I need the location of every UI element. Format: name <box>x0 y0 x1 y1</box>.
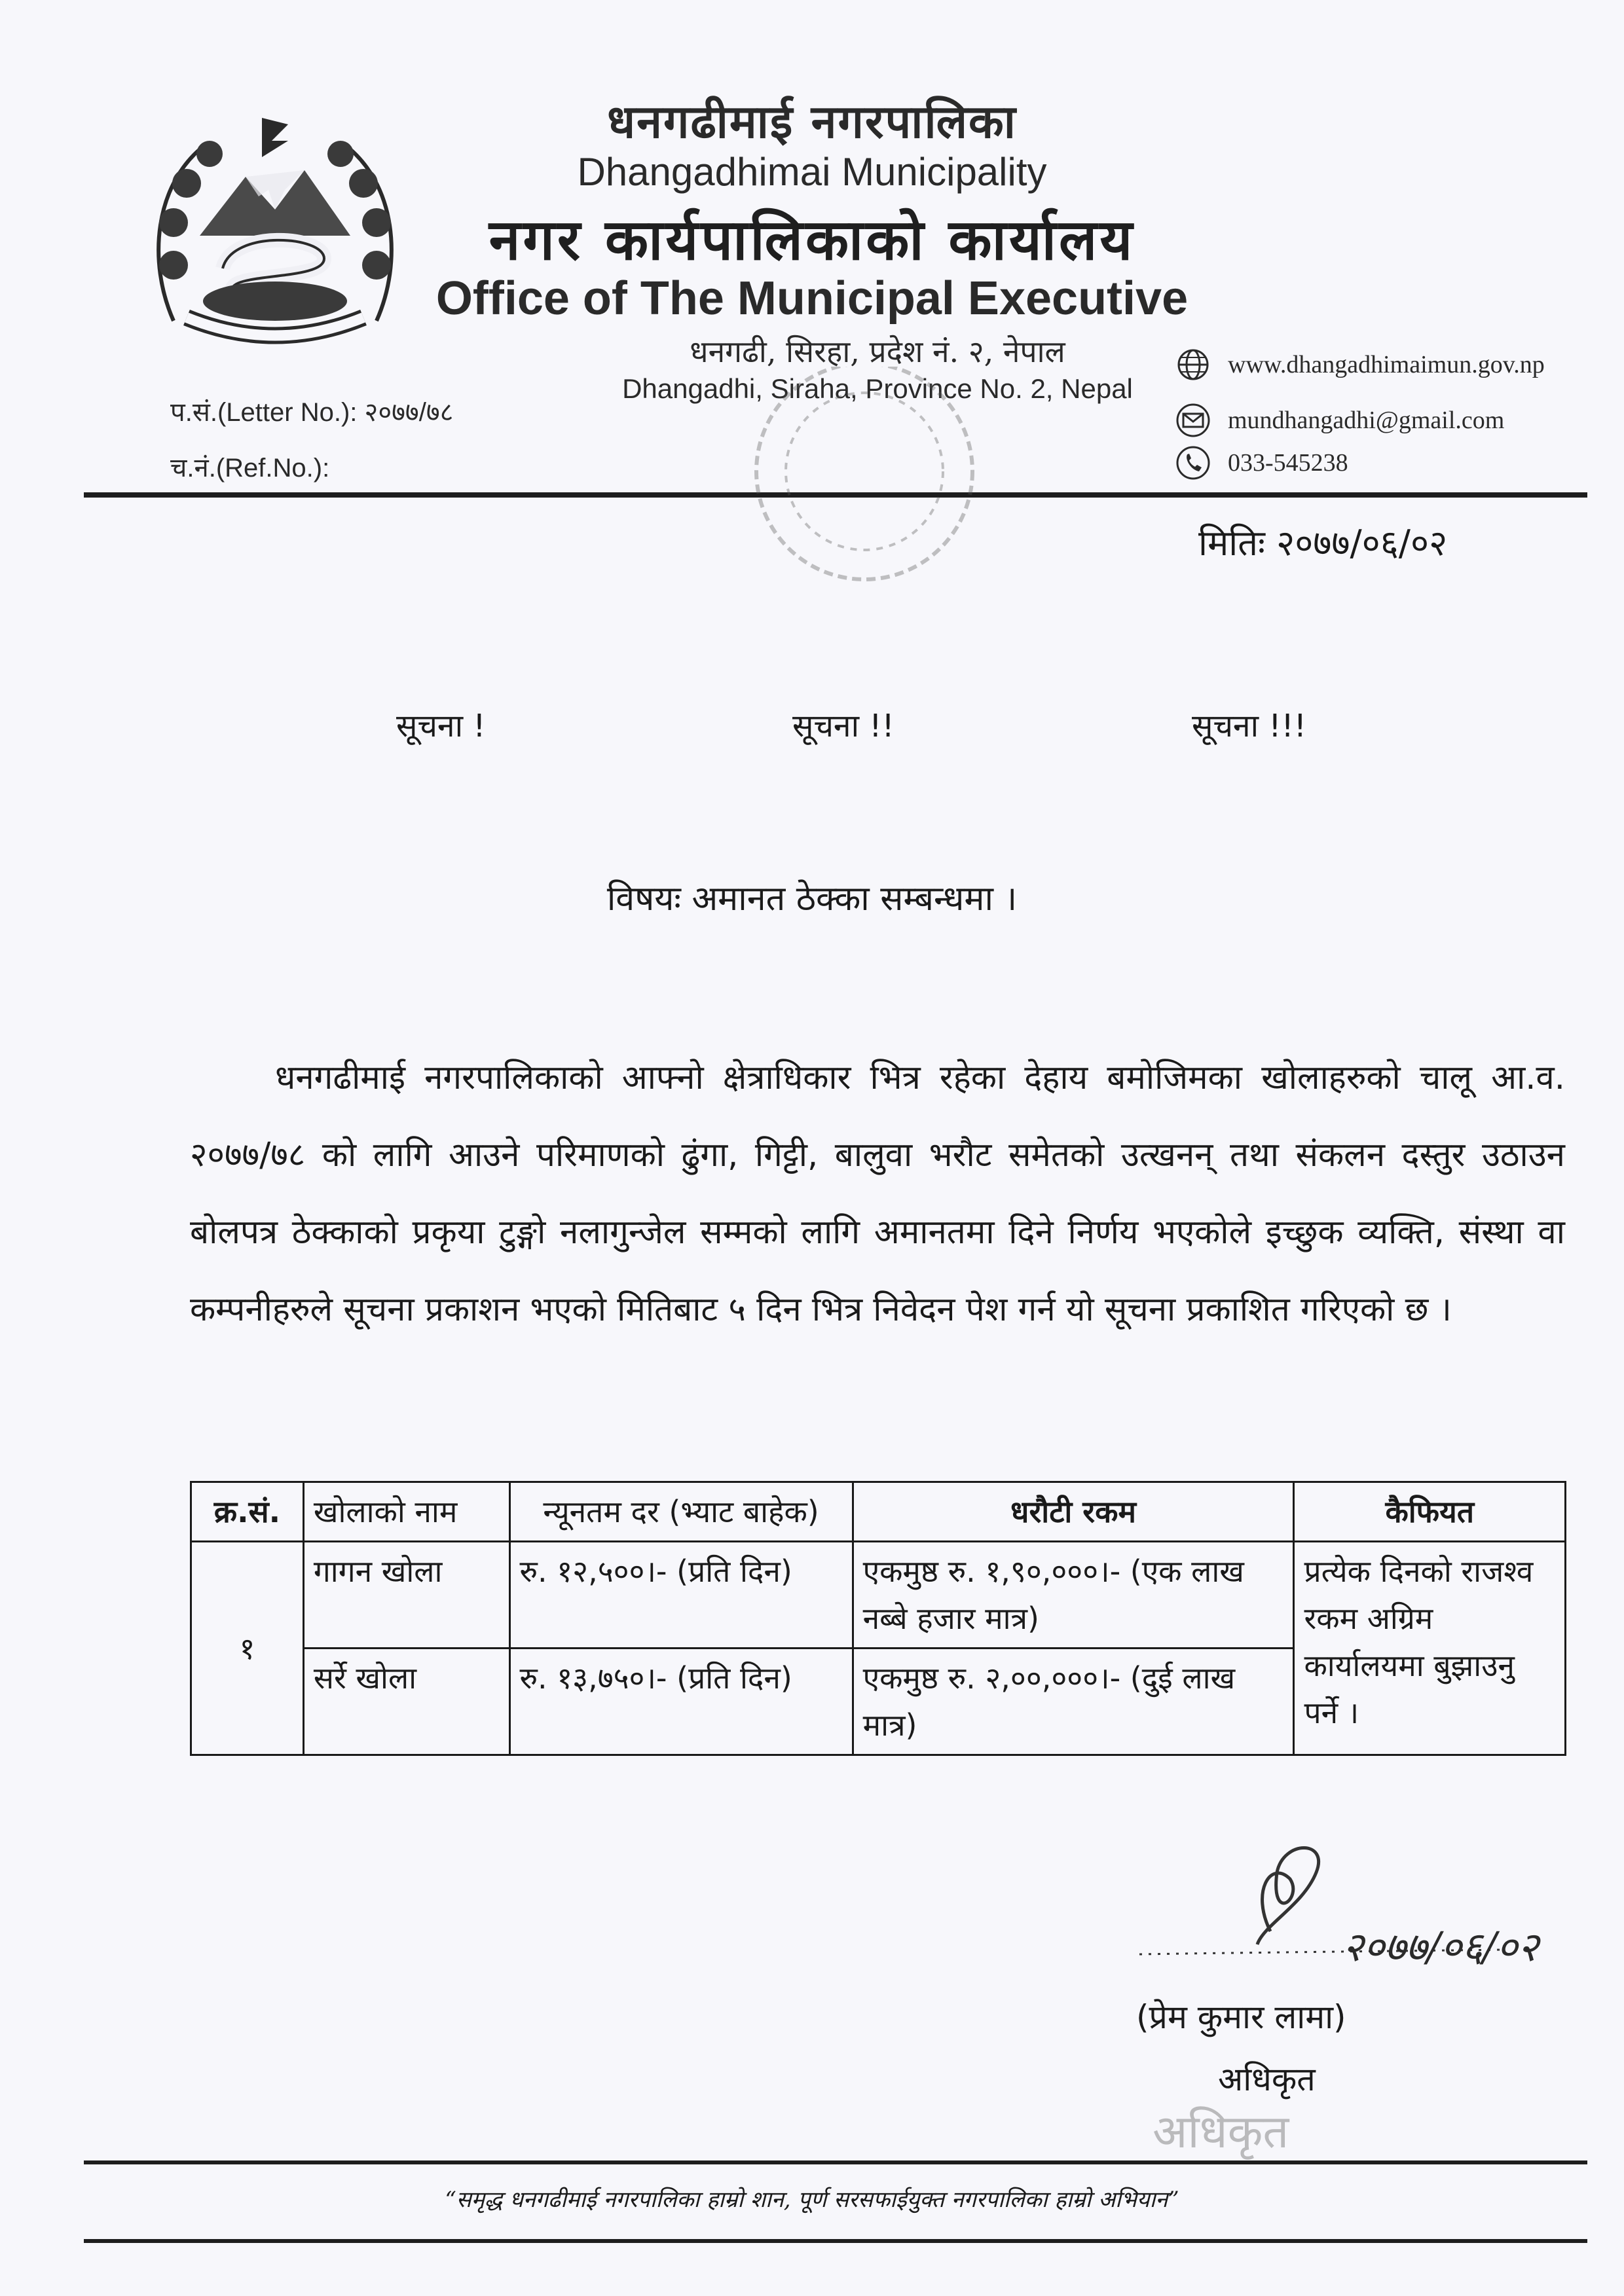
ref-no-label: च.नं.(Ref.No.): <box>170 454 330 483</box>
signature-date: २०७७/०६/०२ <box>1342 1923 1539 1971</box>
website-line <box>1175 347 1545 382</box>
date-value: २०७७/०६/०२ <box>1276 522 1448 564</box>
header-rate: न्यूनतम दर (भ्याट बाहेक) <box>509 1482 853 1542</box>
email-line <box>1175 403 1504 438</box>
notice-3: सूचना !!! <box>1192 708 1306 744</box>
office-name-np: नगर कार्यपालिकाको कार्यालय <box>489 207 1135 273</box>
cell-rate: रु. १२,५००।- (प्रति दिन) <box>509 1542 853 1649</box>
phone-line <box>1175 445 1348 481</box>
cell-sn: १ <box>191 1542 304 1755</box>
phone-number: 033-545238 <box>1228 449 1348 477</box>
signatory-title: अधिकृत <box>1218 2060 1316 2098</box>
cell-remarks: प्रत्येक दिनको राजश्व रकम अग्रिम कार्यालयमा बुझाउनु पर्ने । <box>1294 1542 1566 1755</box>
river-contract-table <box>190 1481 1566 1756</box>
cell-river: गागन खोला <box>303 1542 509 1649</box>
notice-1: सूचना ! <box>396 708 486 744</box>
municipality-name-np: धनगढीमाई नगरपालिका <box>607 94 1017 149</box>
cell-river: सर्रे खोला <box>303 1649 509 1755</box>
nepal-emblem-icon <box>147 105 403 354</box>
table-header-row <box>191 1482 1566 1542</box>
letter-no-label: प.सं.(Letter No.): <box>170 398 358 427</box>
title-stamp: अधिकृत <box>1153 2105 1289 2159</box>
cell-deposit: एकमुष्ठ रु. १,९०,०००।- (एक लाख नब्बे हजार मात्र) <box>853 1542 1294 1649</box>
header-remarks: कैफियत <box>1294 1482 1566 1542</box>
header-river: खोलाको नाम <box>303 1482 509 1542</box>
phone-icon <box>1175 445 1211 481</box>
office-stamp-icon <box>681 367 1048 642</box>
letter-no <box>170 393 453 429</box>
letter-no-value: २०७७/७८ <box>364 398 454 427</box>
footer-divider-bottom <box>84 2239 1587 2243</box>
email-link[interactable]: mundhangadhi@gmail.com <box>1228 407 1505 434</box>
office-name-en: Office of The Municipal Executive <box>435 272 1189 325</box>
cell-deposit: एकमुष्ठ रु. २,००,०००।- (दुई लाख मात्र) <box>853 1649 1294 1755</box>
signatory-name: (प्रेम कुमार लामा) <box>1136 1998 1346 2036</box>
table-row <box>191 1542 1566 1649</box>
notice-2: सूचना !! <box>792 708 895 744</box>
address-np: धनगढी, सिरहा, प्रदेश नं. २, नेपाल <box>690 334 1065 369</box>
ref-no <box>170 448 329 484</box>
municipality-name-en: Dhangadhimai Municipality <box>577 150 1047 194</box>
date-label: मितिः <box>1198 522 1265 564</box>
mail-icon <box>1175 403 1211 438</box>
header-sn: क्र.सं. <box>191 1482 304 1542</box>
address-en: Dhangadhi, Siraha, Province No. 2, Nepal <box>622 373 1133 404</box>
subject-line: विषयः अमानत ठेक्का सम्बन्धमा । <box>606 879 1018 919</box>
footer-slogan: “समृद्ध धनगढीमाई नगरपालिका हाम्रो शान, पूर्ण सरसफाईयुक्त नगरपालिका हाम्रो अभियान” <box>445 2187 1179 2213</box>
header-deposit: धरौटी रकम <box>853 1482 1294 1542</box>
website-link[interactable]: www.dhangadhimaimun.gov.np <box>1228 351 1545 378</box>
globe-icon <box>1175 347 1211 382</box>
notice-body: धनगढीमाई नगरपालिकाको आफ्नो क्षेत्राधिकार भित्र रहेका देहाय बमोजिमका खोलाहरुको चालू आ.व. २०७७/७८ को लागि आउने परिमाणको ढुंगा, गिट्टी, बालुवा भरौट समेतको उत्खनन् तथा संकलन दस्तुर उठाउन बोलपत्र ठेक्काको प्रकृया टुङ्गो नलागुन्जेल सम्मको लागि अमानतमा दिने निर्णय भएकोले इच्छुक व्यक्ति, संस्था वा कम्पनीहरुले सूचना प्रकाशन भएको मितिबाट ५ दिन भित्र निवेदन पेश गर्न यो सूचना प्रकाशित गरिएको छ । <box>190 1059 1565 1329</box>
cell-rate: रु. १३,७५०।- (प्रति दिन) <box>509 1649 853 1755</box>
footer-divider-top <box>84 2160 1587 2164</box>
letter-date <box>1198 517 1447 566</box>
